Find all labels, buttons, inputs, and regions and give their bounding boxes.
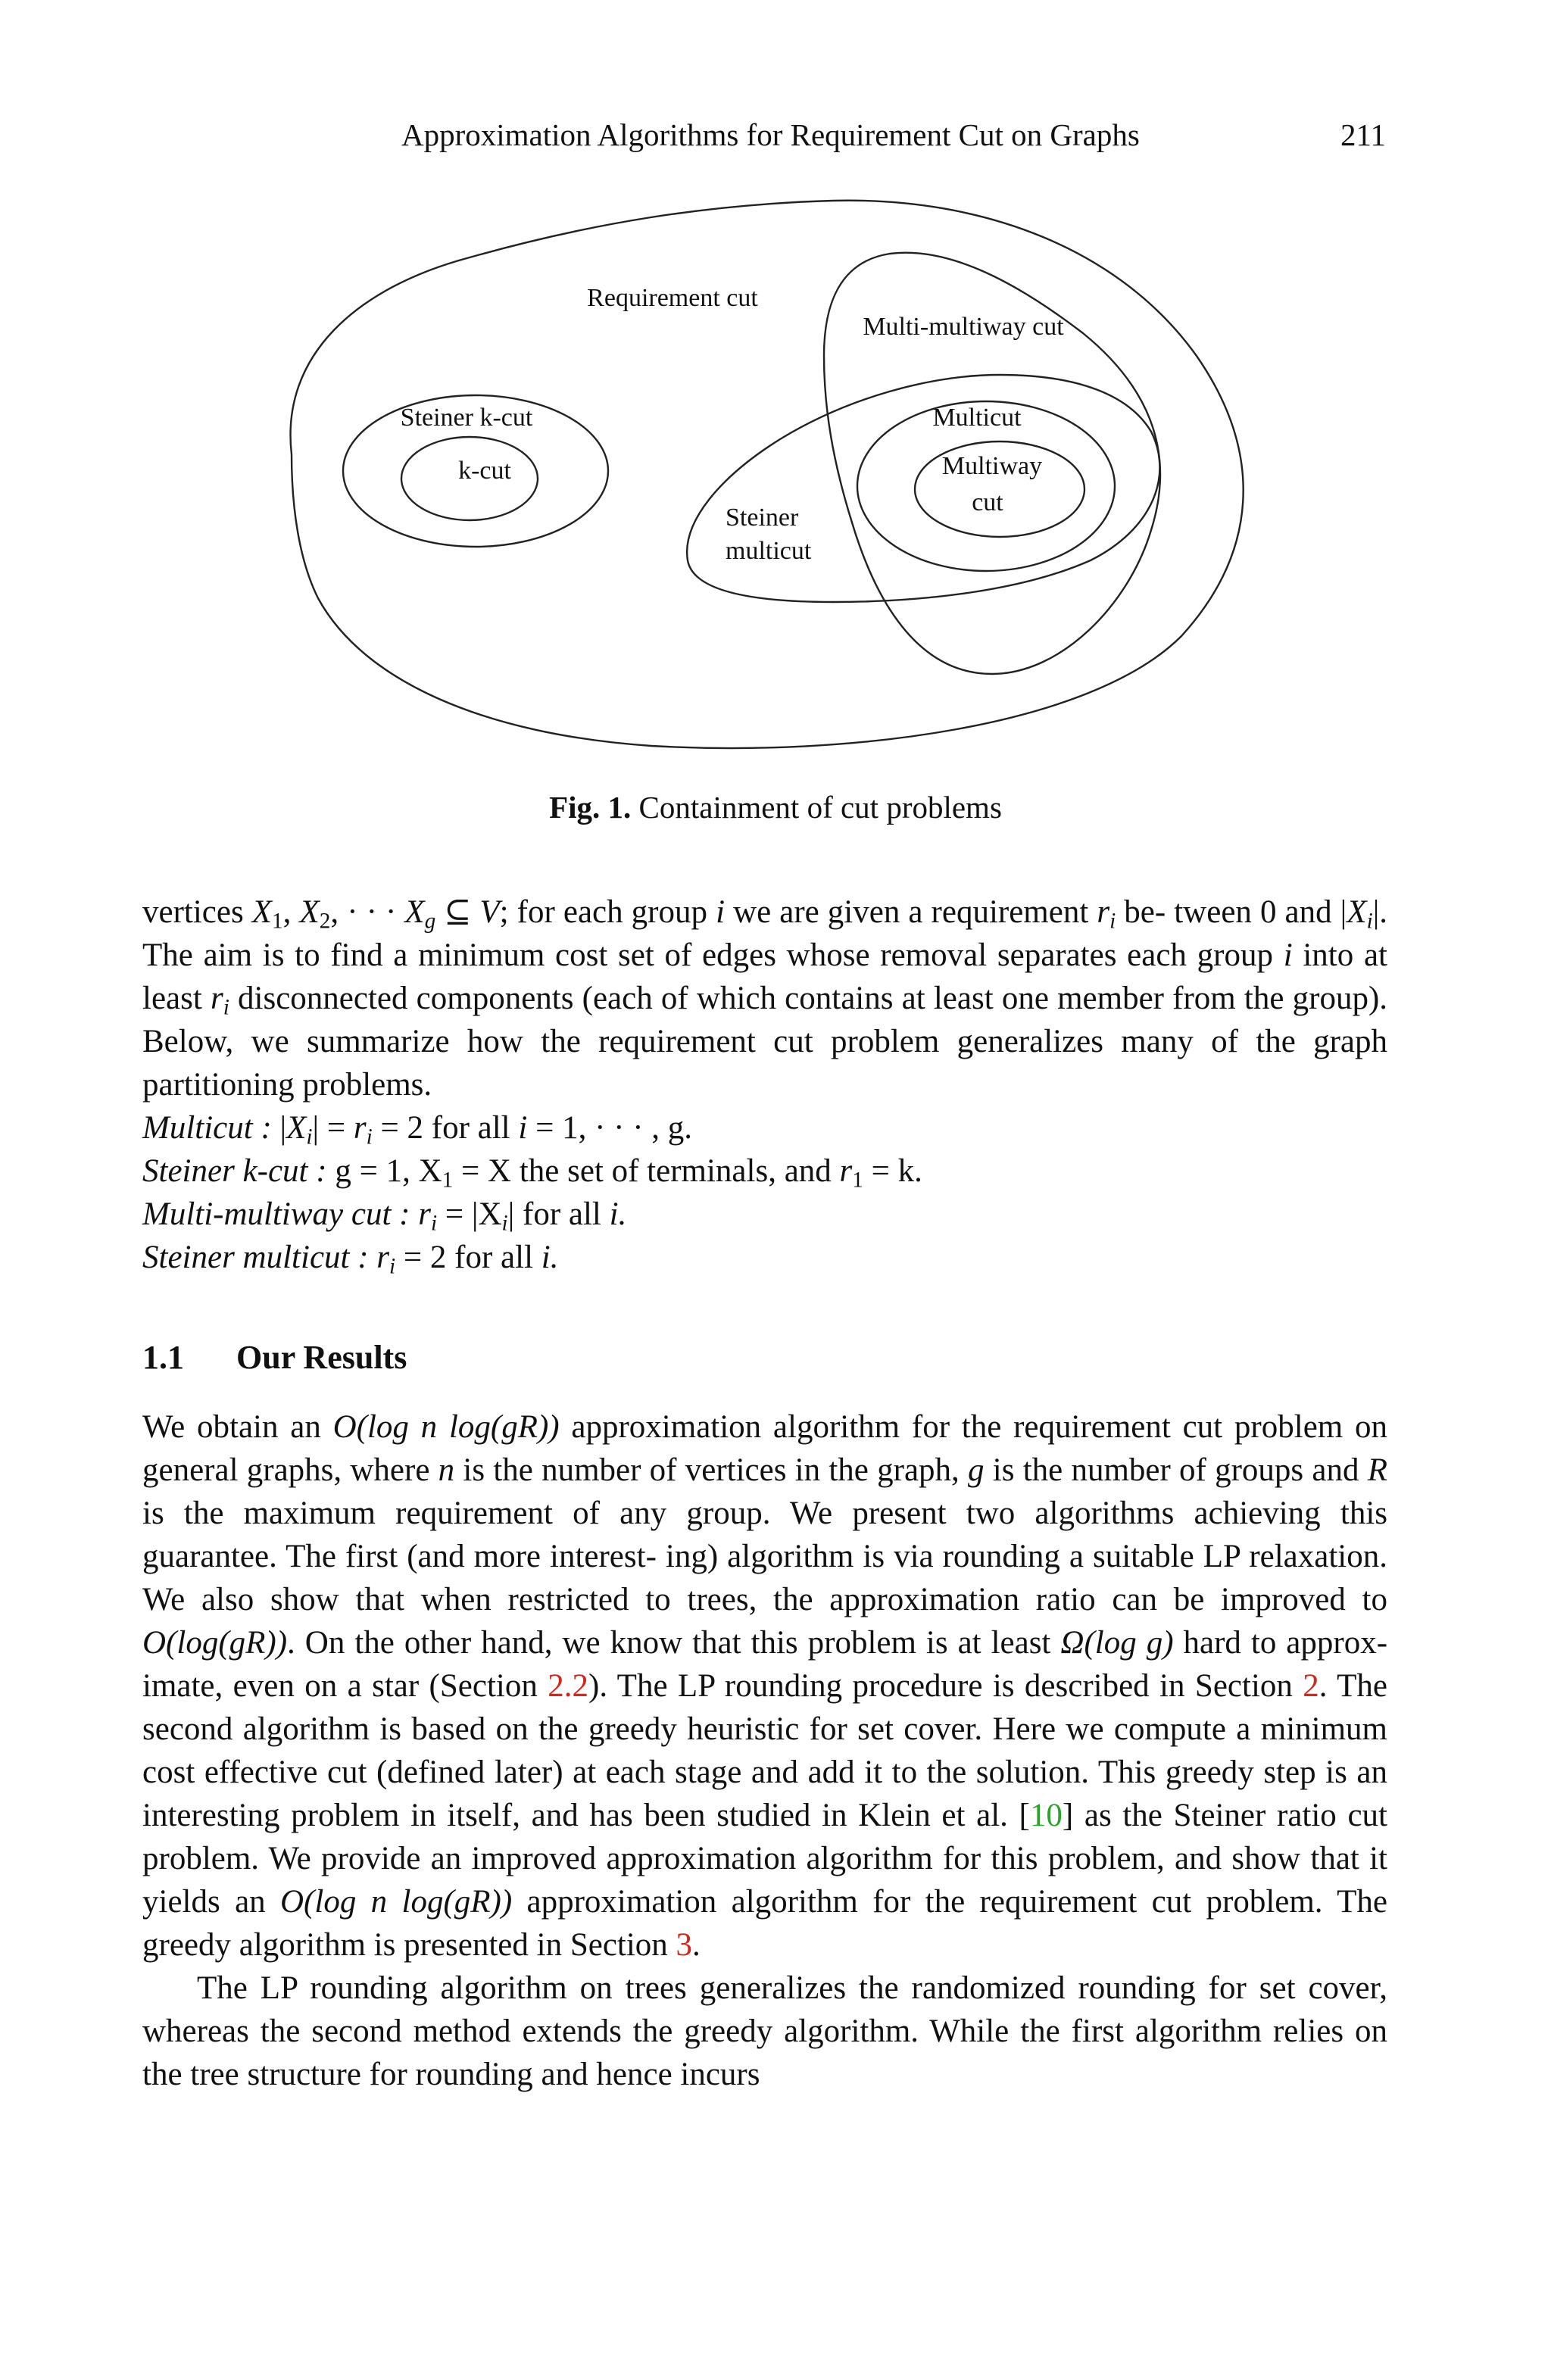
section-heading [142,1337,407,1379]
steiner-multicut-region [687,375,1159,602]
ref-section-2-2[interactable]: 2.2 [548,1668,588,1704]
requirement-cut-region [291,201,1244,748]
label-requirement-cut: Requirement cut [587,284,758,312]
label-multicut: Multicut [932,404,1022,432]
label-steiner-multicut-line2: multicut [726,537,812,565]
definition-multi-multiway-cut: Multi-multiway cut : $r_i = |X_i|$ for all i. [142,1196,627,1236]
page-number: 211 [1340,117,1386,152]
section-title: Our Results [236,1339,407,1376]
label-multiway-line2: cut [972,488,1003,516]
results-block [142,1405,1387,2096]
ref-section-2[interactable]: 2 [1303,1668,1319,1704]
running-title: Approximation Algorithms for Requirement Cut on Graphs [401,117,1140,152]
figure-caption [0,786,1551,828]
label-multiway-line1: Multiway [941,452,1043,480]
intro-block [142,891,1387,1279]
definition-steiner-k-cut: Steiner k-cut : g = 1, $X_1 = X$ the set of terminals, and $r_1 = k$. [142,1153,922,1193]
definition-steiner-multicut: Steiner multicut : $r_i = 2$ for all i. [142,1240,559,1279]
intro-paragraph: vertices $X_1$, $X_2$, · · · $X_g$ ⊆ V; for each group i we are given a requirement $r_i$ be- tween 0 and $|X_i|$. The aim is to find a minimum cost set of edges whose removal separates each group i into at least $r_i$ disconnected components (each of which contains at least one member from the group). Below, we summarize how the requirement cut problem generalizes many of the graph partitioning problems. [142,894,1388,1103]
results-paragraph-2: The LP rounding algorithm on trees generalizes the randomized rounding for set cover, whereas the second method extends the greedy algorithm. While the first algorithm relies on the tree structure for rounding and hence incurs [142,1970,1388,2092]
caption-label: Fig. 1. [549,790,632,825]
label-k-cut: k-cut [458,457,511,485]
label-multi-multiway-cut: Multi-multiway cut [863,313,1064,341]
section-number: 1.1 [142,1339,184,1376]
label-steiner-k-cut: Steiner k-cut [400,404,533,432]
definition-multicut: Multicut : $|X_i| = r_i = 2$ for all i = 1, · · · , g. [142,1110,693,1149]
label-steiner-multicut-line1: Steiner [726,504,799,532]
citation-10[interactable]: 10 [1029,1798,1063,1833]
containment-diagram [0,0,1551,788]
caption-text: Containment of cut problems [638,790,1002,825]
ref-section-3[interactable]: 3 [676,1927,693,1963]
results-paragraph-1: We obtain an O(log n log(gR)) approximation algorithm for the requirement cut problem on general graphs, where n is the number of vertices in the graph, g is the number of groups and R is the maximum requirement of any group. We present two algorithms achieving this guarantee. The first (and more interest- ing) algorithm is via rounding a suitable LP relaxation. We also show that when restricted to trees, the approximation ratio can be improved to O(log(gR)). On the other hand, we know that this problem is at least Ω(log g) hard to approx- imate, even on a star (Section 2.2). The LP rounding procedure is described in Section 2. The second algorithm is based on the greedy heuristic for set cover. Here we compute a minimum cost effective cut (defined later) at each stage and add it to the solution. This greedy step is an interesting problem in itself, and has been studied in Klein et al. [10] as the Steiner ratio cut problem. We provide an improved approximation algorithm for this problem, and show that it yields an O(log n log(gR)) approximation algorithm for the requirement cut problem. The greedy algorithm is presented in Section 3. [142,1409,1388,1963]
